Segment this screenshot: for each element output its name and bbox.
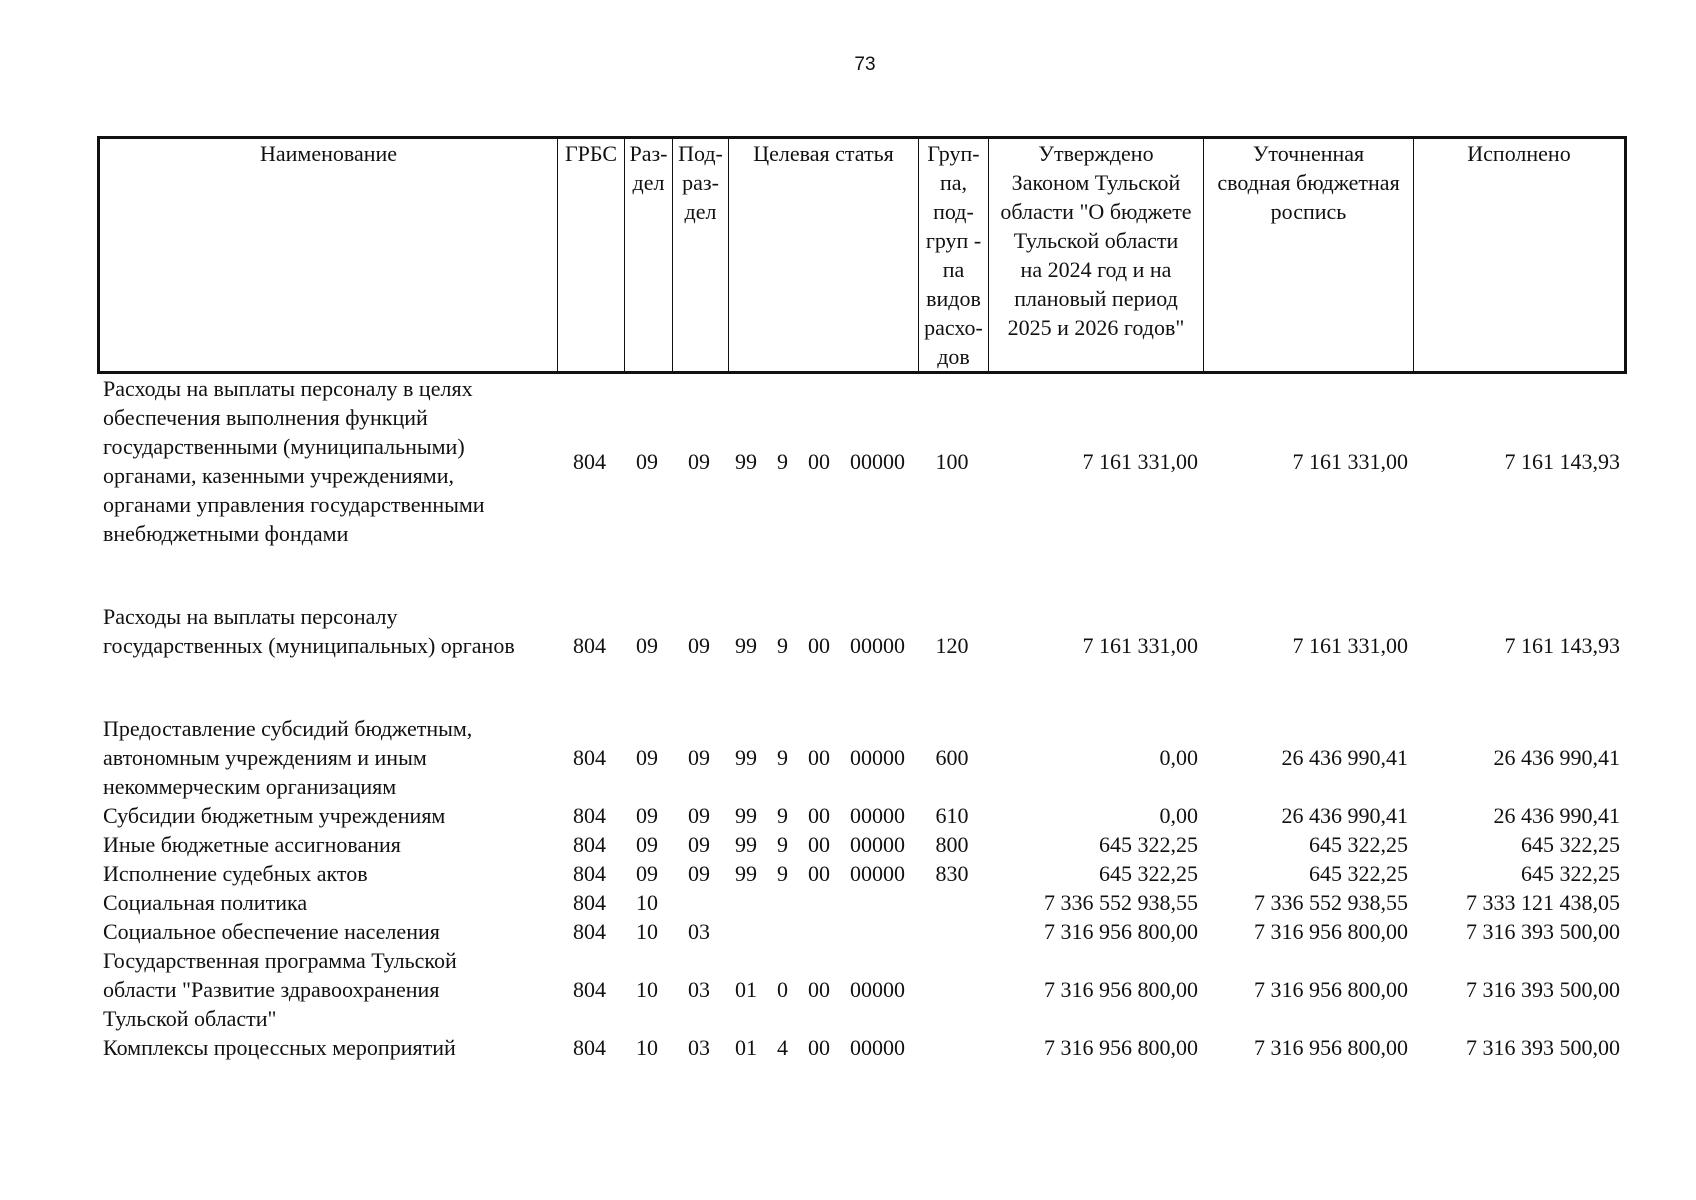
row-utverzhdeno: 0,00 [1159, 803, 1198, 828]
row-ispolneno: 645 322,25 [1521, 832, 1620, 857]
row-ispolneno: 26 436 990,41 [1493, 745, 1620, 770]
table-row [97, 917, 1624, 946]
table-row [97, 714, 1624, 801]
row-podrazdel: 09 [688, 745, 710, 770]
row-utverzhdeno: 645 322,25 [1099, 861, 1198, 886]
column-header-ispolneno: Исполнено [1414, 138, 1626, 373]
row-grbs: 804 [573, 633, 606, 658]
table-row [97, 946, 1624, 1033]
row-spacer [97, 660, 1624, 687]
row-razdel: 10 [636, 977, 658, 1002]
row-utverzhdeno: 7 161 331,00 [1082, 633, 1198, 658]
row-razdel: 09 [636, 745, 658, 770]
row-utochnennaya: 7 316 956 800,00 [1254, 919, 1408, 944]
row-vid-raskhodov [917, 917, 987, 946]
budget-table-sheet [97, 136, 1624, 1062]
row-ispolneno: 7 333 121 438,05 [1466, 890, 1620, 915]
table-row [97, 888, 1624, 917]
row-utverzhdeno: 0,00 [1159, 745, 1198, 770]
table-header [97, 136, 1627, 374]
row-celevaya-statya: 99 9 00 00000 [735, 803, 905, 828]
row-name: Расходы на выплаты персоналу государственных (муниципальных) органов [103, 604, 515, 658]
table-row [97, 1033, 1624, 1062]
row-grbs: 804 [573, 803, 606, 828]
row-name: Субсидии бюджетным учреждениям [103, 803, 446, 828]
row-ispolneno: 7 316 393 500,00 [1466, 1035, 1620, 1060]
row-utochnennaya: 26 436 990,41 [1281, 745, 1408, 770]
row-vid-raskhodov [917, 946, 987, 1033]
row-grbs: 804 [573, 919, 606, 944]
row-vid-raskhodov: 600 [935, 745, 969, 770]
row-razdel: 09 [636, 803, 658, 828]
row-celevaya-statya [727, 917, 917, 946]
row-celevaya-statya [727, 888, 917, 917]
row-ispolneno: 645 322,25 [1521, 861, 1620, 886]
page-number: 73 [854, 54, 876, 75]
row-name: Расходы на выплаты персоналу в целях обеспечения выполнения функций государственными (муниципальными) органами, казенными учреждениями, органами управления государственными внебюджетными фондами [103, 376, 485, 546]
column-header-grbs: ГРБС [558, 138, 625, 373]
row-utverzhdeno: 645 322,25 [1099, 832, 1198, 857]
row-celevaya-statya: 99 9 00 00000 [735, 745, 905, 770]
row-utochnennaya: 645 322,25 [1309, 861, 1408, 886]
row-podrazdel: 09 [688, 633, 710, 658]
row-ispolneno: 7 316 393 500,00 [1466, 919, 1620, 944]
row-spacer [97, 548, 1624, 575]
row-ispolneno: 7 161 143,93 [1504, 633, 1620, 658]
row-utverzhdeno: 7 316 956 800,00 [1044, 1035, 1198, 1060]
row-podrazdel: 09 [688, 803, 710, 828]
table-row [97, 830, 1624, 859]
row-razdel: 09 [636, 832, 658, 857]
table-row [97, 859, 1624, 888]
row-utochnennaya: 7 316 956 800,00 [1254, 977, 1408, 1002]
row-vid-raskhodov: 800 [935, 832, 969, 857]
row-podrazdel [671, 888, 727, 917]
column-header-vid-raskhodov: Груп- па, под- груп - па видов расхо- дов [919, 138, 989, 373]
row-razdel: 10 [636, 919, 658, 944]
column-header-utochnennaya-rospis: Уточненная сводная бюджетная роспись [1204, 138, 1414, 373]
row-utochnennaya: 7 161 331,00 [1292, 448, 1408, 474]
row-name: Социальная политика [103, 890, 308, 915]
row-vid-raskhodov: 100 [935, 448, 969, 474]
row-podrazdel: 09 [688, 861, 710, 886]
column-header-celevaya-statya: Целевая статья [729, 138, 919, 373]
table-row [97, 801, 1624, 830]
row-spacer [97, 687, 1624, 714]
row-name: Государственная программа Тульской области "Развитие здравоохранения Тульской области" [103, 948, 457, 1031]
row-utochnennaya: 7 161 331,00 [1292, 633, 1408, 658]
row-razdel: 10 [636, 890, 658, 915]
row-name: Иные бюджетные ассигнования [103, 832, 401, 857]
row-name: Исполнение судебных актов [103, 861, 368, 886]
row-utverzhdeno: 7 316 956 800,00 [1044, 919, 1198, 944]
row-razdel: 10 [636, 1035, 658, 1060]
column-header-name: Наименование [99, 138, 558, 373]
row-grbs: 804 [573, 977, 606, 1002]
row-grbs: 804 [573, 448, 606, 474]
row-utverzhdeno: 7 316 956 800,00 [1044, 977, 1198, 1002]
row-grbs: 804 [573, 861, 606, 886]
row-grbs: 804 [573, 1035, 606, 1060]
row-ispolneno: 26 436 990,41 [1493, 803, 1620, 828]
row-utverzhdeno: 7 336 552 938,55 [1044, 890, 1198, 915]
row-spacer [97, 575, 1624, 602]
row-vid-raskhodov [917, 888, 987, 917]
row-vid-raskhodov: 610 [935, 803, 969, 828]
column-header-utverzhdeno: Утверждено Законом Тульской области "О бюджете Тульской области на 2024 год и на плановый период 2025 и 2026 годов" [989, 138, 1204, 373]
row-celevaya-statya: 01 4 00 00000 [735, 1035, 905, 1060]
row-podrazdel: 09 [688, 832, 710, 857]
row-celevaya-statya: 99 9 00 00000 [735, 861, 905, 886]
row-ispolneno: 7 316 393 500,00 [1466, 977, 1620, 1002]
table-row [97, 602, 1624, 660]
row-podrazdel: 09 [688, 448, 710, 474]
row-celevaya-statya: 99 9 00 00000 [735, 832, 905, 857]
row-ispolneno: 7 161 143,93 [1504, 448, 1620, 474]
row-name: Социальное обеспечение населения [103, 919, 440, 944]
row-celevaya-statya: 99 9 00 00000 [735, 633, 905, 658]
row-name: Предоставление субсидий бюджетным, автономным учреждениям и иным некоммерческим организациям [103, 716, 473, 799]
column-header-podrazdel: Под- раз- дел [673, 138, 729, 373]
row-vid-raskhodov [917, 1033, 987, 1062]
row-vid-raskhodov: 120 [935, 633, 969, 658]
row-utverzhdeno: 7 161 331,00 [1082, 448, 1198, 474]
row-podrazdel: 03 [688, 919, 710, 944]
row-grbs: 804 [573, 832, 606, 857]
row-razdel: 09 [636, 861, 658, 886]
table-body [97, 374, 1624, 1062]
row-celevaya-statya: 99 9 00 00000 [735, 448, 905, 474]
row-utochnennaya: 7 316 956 800,00 [1254, 1035, 1408, 1060]
table-row [97, 374, 1624, 548]
row-utochnennaya: 7 336 552 938,55 [1254, 890, 1408, 915]
row-vid-raskhodov: 830 [935, 861, 969, 886]
row-razdel: 09 [636, 633, 658, 658]
row-grbs: 804 [573, 745, 606, 770]
row-podrazdel: 03 [688, 977, 710, 1002]
column-header-razdel: Раз- дел [625, 138, 673, 373]
row-utochnennaya: 645 322,25 [1309, 832, 1408, 857]
row-razdel: 09 [636, 448, 658, 474]
row-utochnennaya: 26 436 990,41 [1281, 803, 1408, 828]
row-grbs: 804 [573, 890, 606, 915]
row-name: Комплексы процессных мероприятий [103, 1035, 456, 1060]
row-podrazdel: 03 [688, 1035, 710, 1060]
row-celevaya-statya: 01 0 00 00000 [735, 977, 905, 1002]
